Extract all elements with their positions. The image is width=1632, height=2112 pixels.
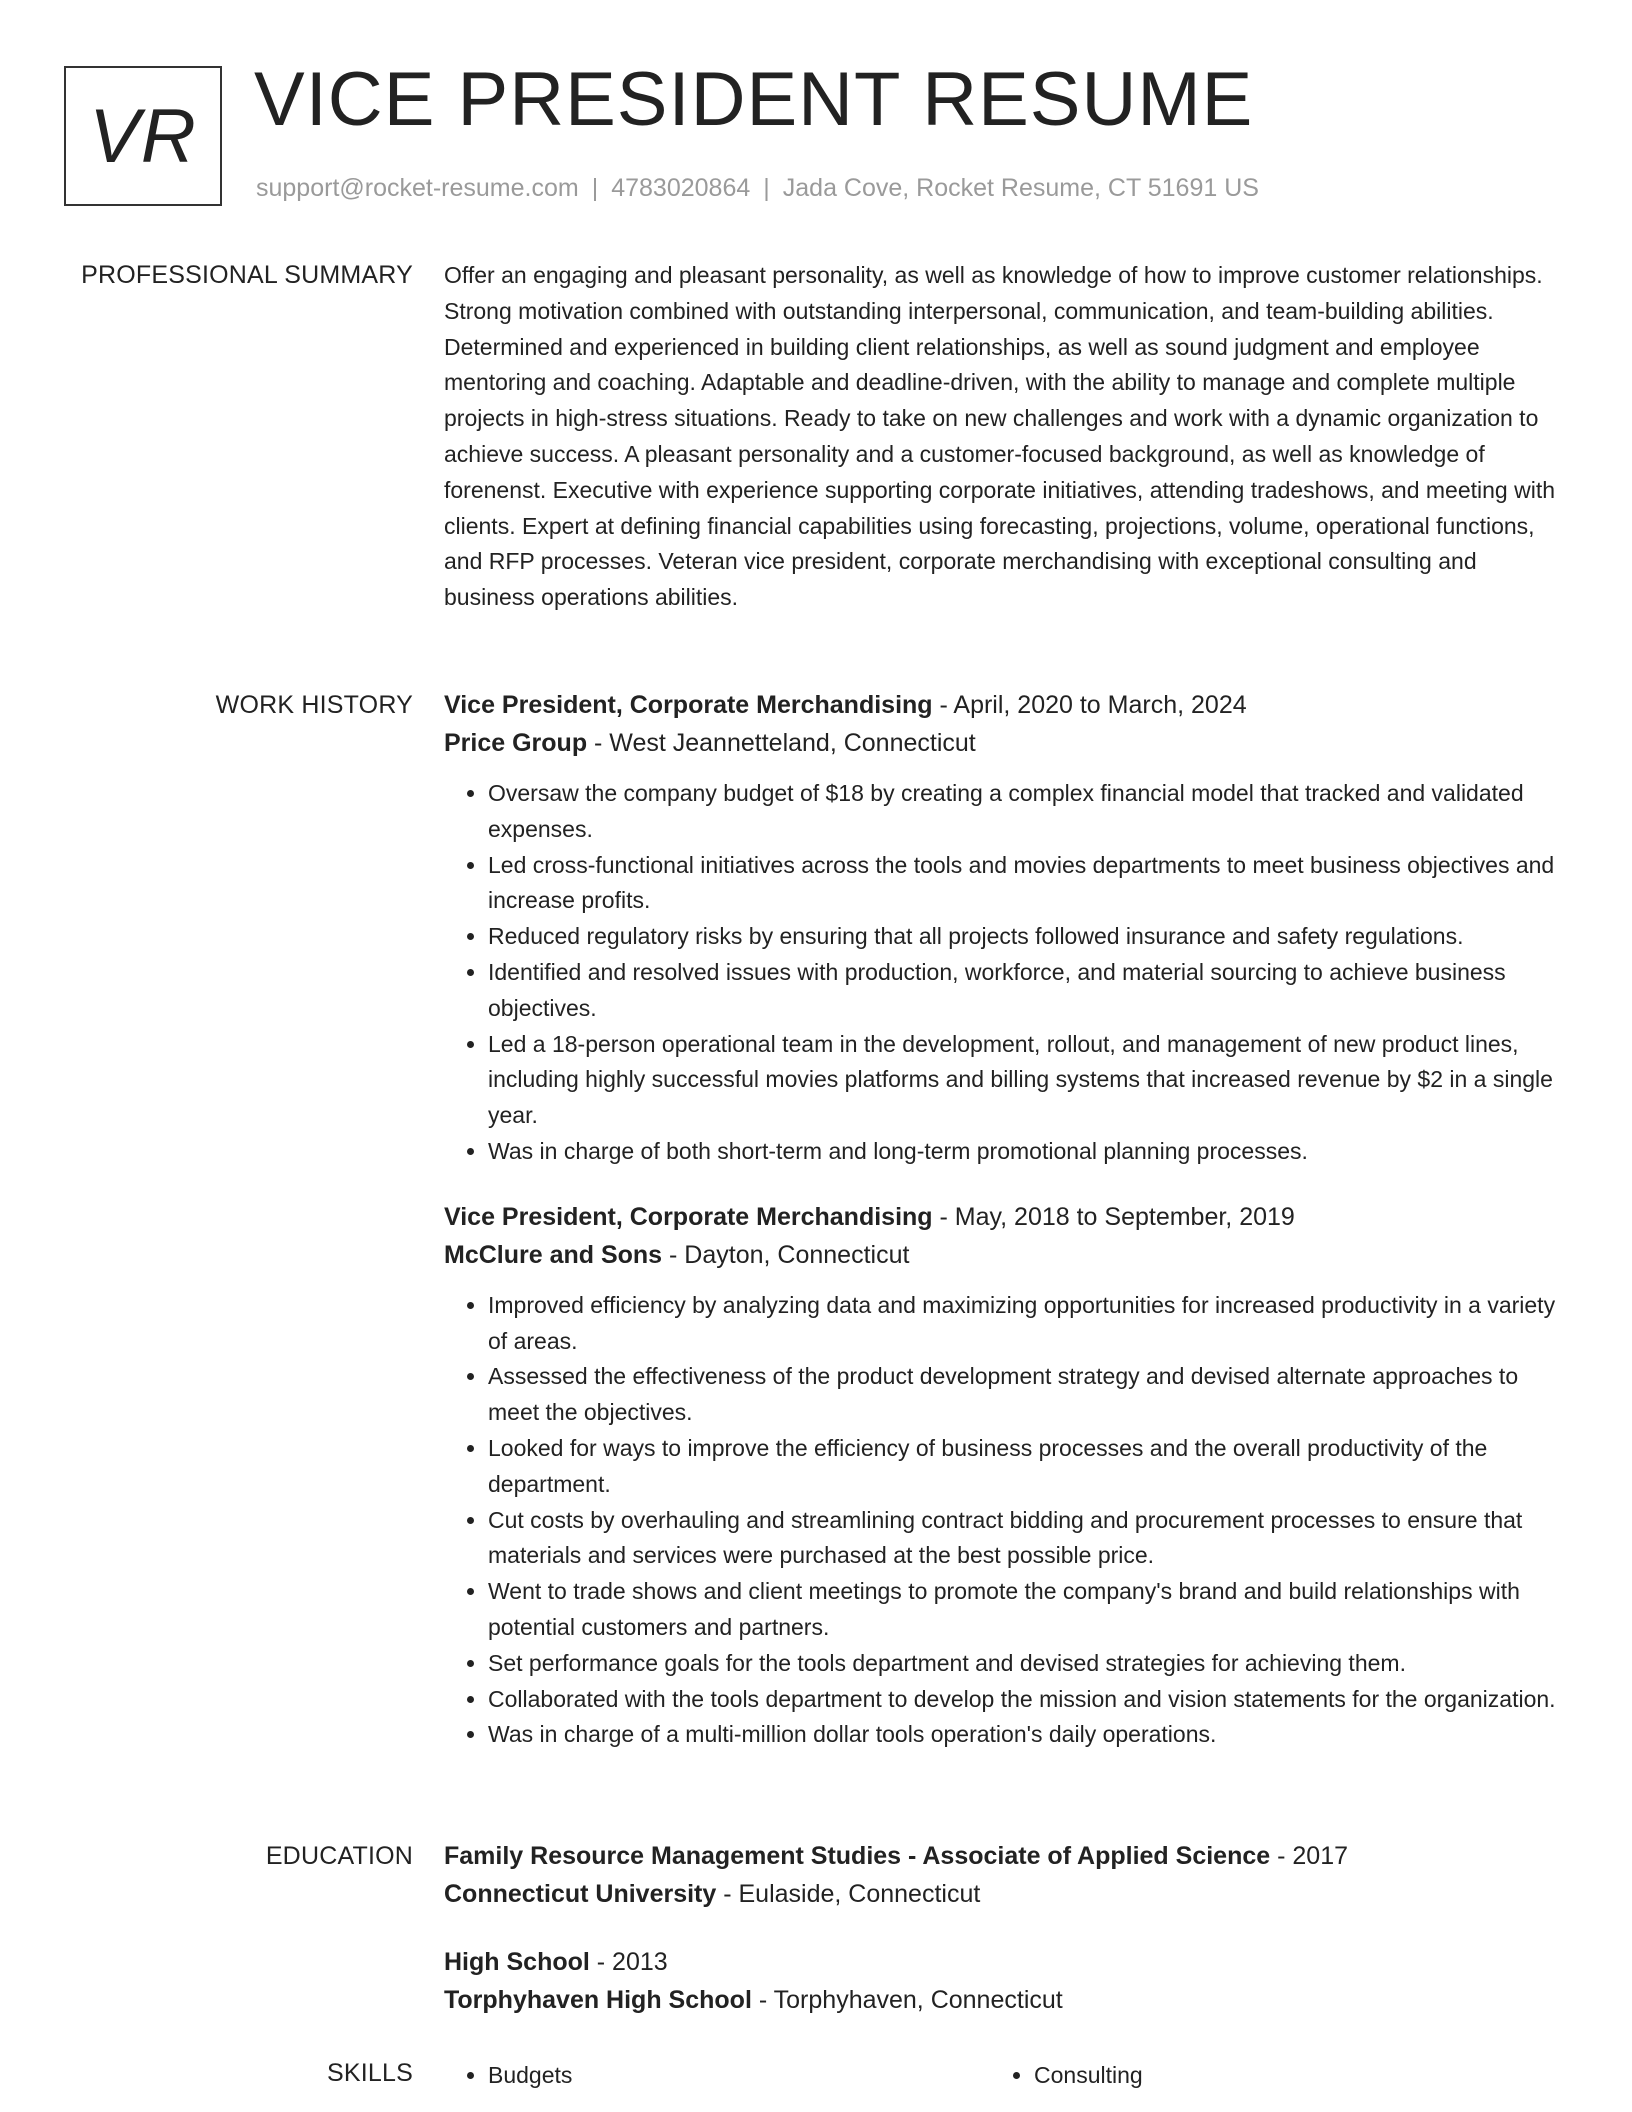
school-location: - Eulaside, Connecticut xyxy=(716,1880,981,1908)
job-entry xyxy=(444,1198,1560,1753)
job-bullet: • Identified and resolved issues with production, workforce, and material sourcing to achieve business objectives. xyxy=(488,955,1560,1027)
job-title: Vice President, Corporate Merchandising xyxy=(444,691,933,719)
job-bullet: • Reduced regulatory risks by ensuring that all projects followed insurance and safety regulations. xyxy=(488,919,1560,955)
phone-text: 4783020864 xyxy=(611,174,751,202)
degree-line xyxy=(444,1837,1560,1875)
job-location: - Dayton, Connecticut xyxy=(662,1240,910,1269)
job-bullet: • Cut costs by overhauling and streamlining contract bidding and procurement processes to ensure that materials and services were purchased at the best possible price. xyxy=(488,1503,1560,1575)
job-bullet: • Looked for ways to improve the efficiency of business processes and the overall productivity of the department. xyxy=(488,1431,1560,1503)
degree-year: - 2017 xyxy=(1270,1842,1349,1870)
skills-column-left xyxy=(444,2058,990,2093)
job-title-line xyxy=(444,686,1560,724)
education-entry xyxy=(444,1837,1560,1913)
job-bullet: • Was in charge of both short-term and long-term promotional planning processes. xyxy=(488,1134,1560,1170)
job-bullet-list xyxy=(444,1288,1560,1753)
email-text: support@rocket-resume.com xyxy=(256,174,579,202)
school-location: - Torphyhaven, Connecticut xyxy=(751,1986,1063,2014)
job-company-line xyxy=(444,724,1560,762)
job-bullet: • Assessed the effectiveness of the product development strategy and devised alternate approaches to meet the objectives. xyxy=(488,1359,1560,1431)
school-name: Torphyhaven High School xyxy=(444,1986,752,2014)
job-dates: - April, 2020 to March, 2024 xyxy=(932,691,1247,719)
address-text: Jada Cove, Rocket Resume, CT 51691 US xyxy=(782,174,1259,202)
job-company-line xyxy=(444,1236,1560,1274)
education-entry xyxy=(444,1943,1560,2019)
contact-separator: | xyxy=(591,174,599,202)
monogram-logo: VR xyxy=(64,66,222,206)
school-line xyxy=(444,1981,1560,2019)
job-dates: - May, 2018 to September, 2019 xyxy=(932,1202,1295,1231)
summary-text: Offer an engaging and pleasant personality, as well as knowledge of how to improve customer relationships. Strong motivation combined with outstanding interpersonal, communication, and team-building abilities. Determined and experienced in building client relationships, as well as sound judgment and employee mentoring and coaching. Adaptable and deadline-driven, with the ability to manage and complete multiple projects in high-stress situations. Ready to take on new challenges and work with a dynamic organization to achieve success. A pleasant personality and a customer-focused background, as well as knowledge of forenenst. Executive with experience supporting corporate initiatives, attending tradeshows, and meeting with clients. Expert at defining financial capabilities using forecasting, projections, volume, operational functions, and RFP processes. Veteran vice president, corporate merchandising with exceptional consulting and business operations abilities. xyxy=(444,262,1556,611)
job-bullet: • Improved efficiency by analyzing data and maximizing opportunities for increased productivity in a variety of areas. xyxy=(488,1288,1560,1360)
section-label-summary: PROFESSIONAL SUMMARY xyxy=(81,261,413,289)
section-label-education: EDUCATION xyxy=(265,1842,413,1870)
degree-line xyxy=(444,1943,1560,1981)
job-title: Vice President, Corporate Merchandising xyxy=(444,1202,933,1231)
job-bullet: • Was in charge of a multi-million dollar tools operation's daily operations. xyxy=(488,1717,1560,1753)
job-company: McClure and Sons xyxy=(444,1240,663,1269)
job-company: Price Group xyxy=(444,729,588,757)
job-bullet: • Collaborated with the tools department to develop the mission and vision statements for the organization. xyxy=(488,1682,1560,1718)
school-name: Connecticut University xyxy=(444,1880,717,1908)
skill-item: • Consulting xyxy=(1034,2058,1536,2093)
resume-title: VICE PRESIDENT RESUME xyxy=(254,57,1254,142)
contact-line xyxy=(256,174,1259,203)
job-title-line xyxy=(444,1198,1560,1236)
degree-year: - 2013 xyxy=(589,1948,668,1976)
skills-grid xyxy=(444,2058,1560,2093)
job-bullet: • Went to trade shows and client meetings to promote the company's brand and build relationships with potential customers and partners. xyxy=(488,1574,1560,1646)
job-location: - West Jeannetteland, Connecticut xyxy=(587,729,976,757)
skill-item: • Budgets xyxy=(488,2058,990,2093)
job-entry xyxy=(444,686,1560,1170)
job-bullet-list xyxy=(444,776,1560,1170)
section-label-skills: SKILLS xyxy=(327,2059,413,2087)
job-bullet: • Oversaw the company budget of $18 by creating a complex financial model that tracked and validated expenses. xyxy=(488,776,1560,848)
job-bullet: • Led cross-functional initiatives across the tools and movies departments to meet business objectives and increase profits. xyxy=(488,848,1560,920)
section-label-work-history: WORK HISTORY xyxy=(215,691,413,719)
contact-separator: | xyxy=(763,174,770,202)
job-bullet: • Set performance goals for the tools department and devised strategies for achieving them. xyxy=(488,1646,1560,1682)
degree-name: High School xyxy=(444,1948,590,1976)
degree-name: Family Resource Management Studies - Associate of Applied Science xyxy=(444,1842,1271,1870)
job-bullet: • Led a 18-person operational team in the development, rollout, and management of new product lines, including highly successful movies platforms and billing systems that increased revenue by $2 in a single year. xyxy=(488,1027,1560,1134)
skills-column-right xyxy=(990,2058,1536,2093)
school-line xyxy=(444,1875,1560,1913)
